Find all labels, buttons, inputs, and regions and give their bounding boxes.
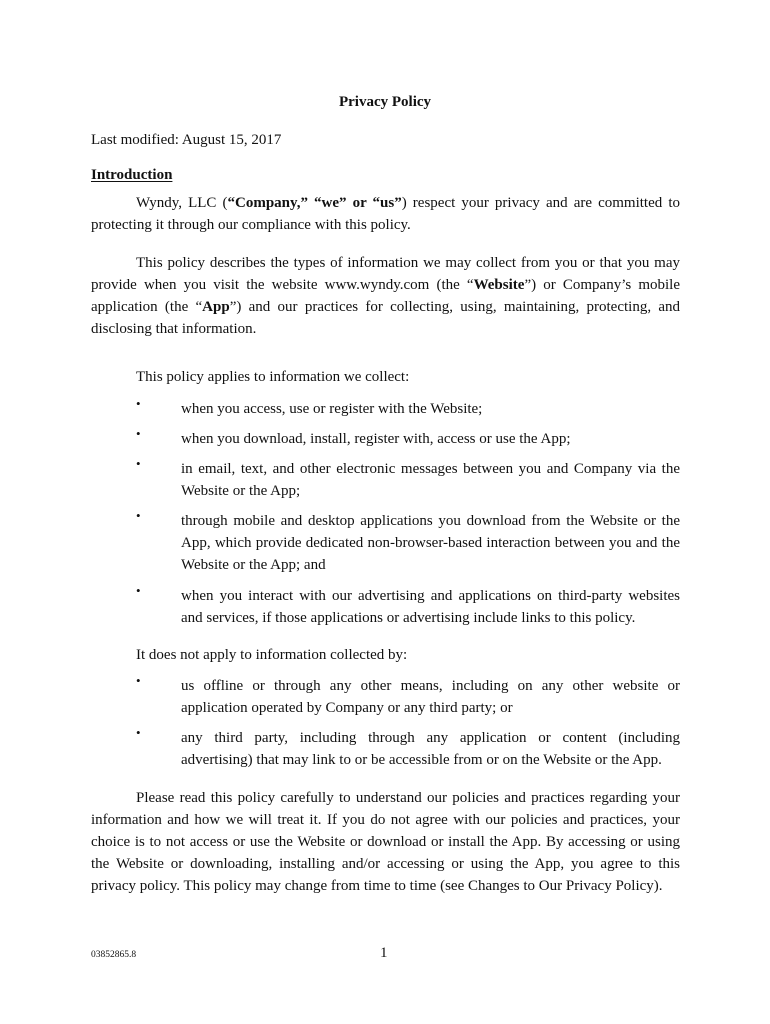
list-item-text: when you download, install, register with, access or use the App;: [181, 431, 571, 447]
para2-bold-website: Website: [473, 277, 525, 293]
last-modified: Last modified: August 15, 2017: [91, 132, 282, 148]
bullet-icon: •: [136, 508, 141, 523]
para1-bold-company: “Company,” “we” or “us”: [227, 195, 402, 211]
list-item: [136, 675, 680, 719]
para2-bold-app: App: [202, 299, 230, 315]
applies-lead: This policy applies to information we collect:: [136, 369, 410, 385]
bullet-icon: •: [136, 725, 141, 740]
bullet-icon: •: [136, 673, 141, 688]
closing-paragraph: Please read this policy carefully to understand our policies and practices regarding your information and how we will treat it. If you do not agree with our policies and practices, your choice is to not access or use the Website or download or install the App. By accessing or using the Website or downloading, installing and/or accessing or using the App, you agree to this privacy policy. This policy may change from time to time (see Changes to Our Privacy Policy).: [91, 790, 680, 894]
page-title: Privacy Policy: [338, 94, 432, 110]
list-item-text: in email, text, and other electronic messages between you and Company via the Website or the App;: [181, 461, 680, 499]
not-apply-lead: It does not apply to information collected by:: [136, 647, 408, 663]
bullet-icon: •: [136, 583, 141, 598]
list-item: [136, 398, 680, 420]
bullet-icon: •: [136, 426, 141, 441]
intro-paragraph-2: [91, 252, 680, 340]
list-item-text: any third party, including through any application or content (including advertising) that may link to or be accessible from or on the Website or the App.: [181, 730, 680, 768]
list-item: [136, 458, 680, 502]
list-item-text: when you interact with our advertising and applications on third-party websites and services, if those applications or advertising include links to this policy.: [181, 588, 680, 626]
bullet-icon: •: [136, 396, 141, 411]
list-item-text: through mobile and desktop applications you download from the Website or the App, which provide dedicated non-browser-based interaction between you and the Website or the App; and: [181, 513, 680, 573]
list-item: [136, 585, 680, 629]
list-item-text: us offline or through any other means, including on any other website or application operated by Company or any third party; or: [181, 678, 680, 716]
para1-text-b: ) respect your privacy and are committed to protecting it through our compliance with this policy.: [91, 195, 680, 233]
para1-text-a: Wyndy, LLC (: [136, 195, 228, 211]
section-heading-introduction: Introduction: [91, 167, 173, 183]
list-item: [136, 510, 680, 576]
list-item-text: when you access, use or register with the Website;: [181, 401, 483, 417]
bullet-icon: •: [136, 456, 141, 471]
para2-text-b: ”) or Company’s mobile application (the “: [91, 277, 680, 315]
document-id: 03852865.8: [91, 950, 137, 960]
list-item: [136, 428, 680, 450]
list-item: [136, 727, 680, 771]
para2-text-c: ”) and our practices for collecting, using, maintaining, protecting, and disclosing that information.: [91, 299, 680, 337]
para2-text-a: This policy describes the types of information we may collect from you or that you may provide when you visit the website www.wyndy.com (the “: [91, 255, 680, 293]
intro-paragraph-1: [91, 192, 680, 236]
page-number: 1: [380, 945, 388, 961]
